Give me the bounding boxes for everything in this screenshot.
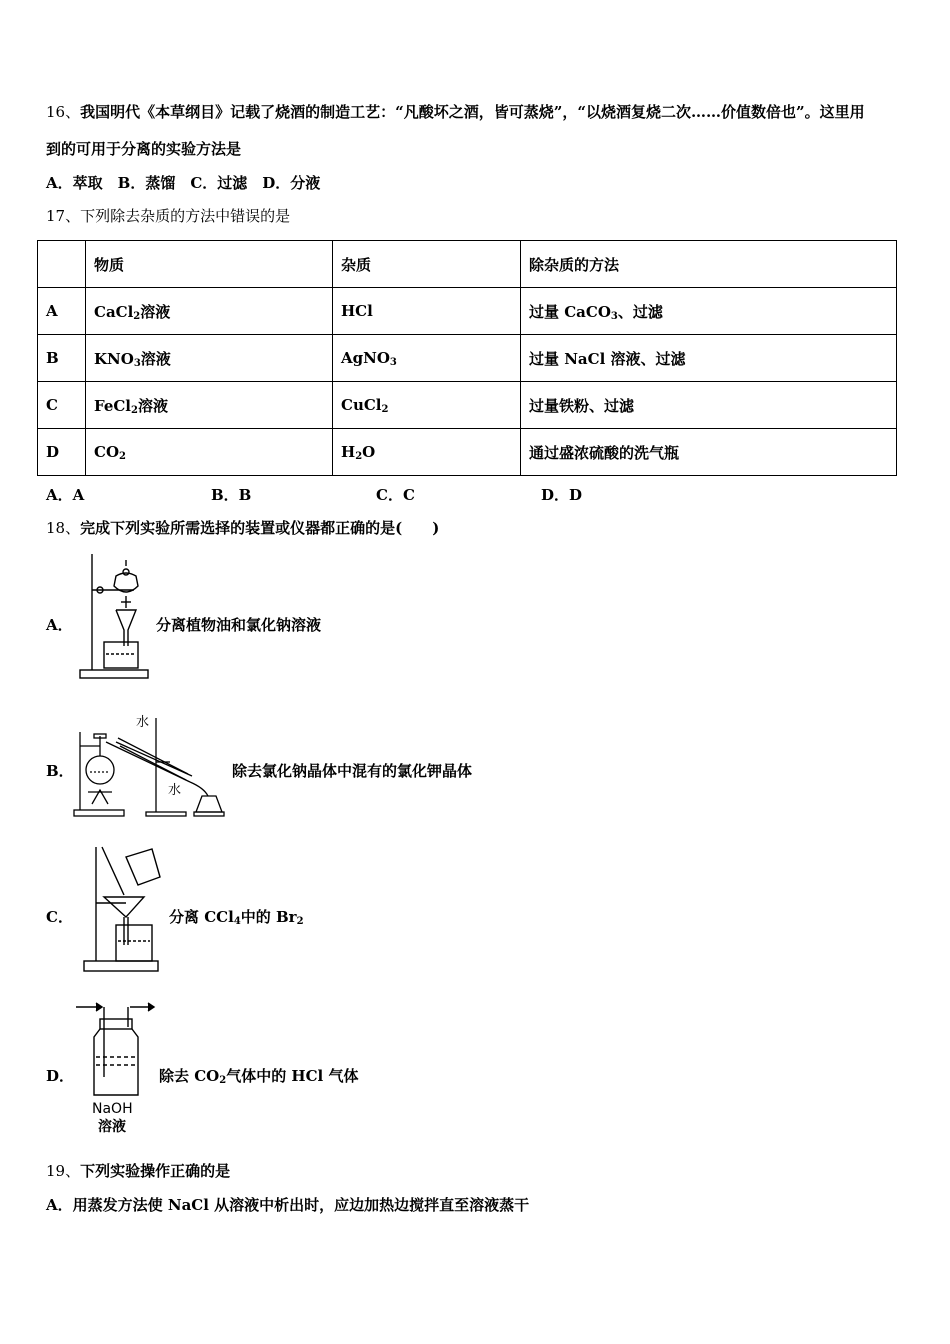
q18-line [46, 518, 439, 538]
q17-table [37, 240, 897, 476]
q18-stem: 完成下列实验所需选择的装置或仪器都正确的是( ) [80, 519, 440, 537]
q18-number: 18、 [46, 519, 81, 537]
q16-stem-line1: 我国明代《本草纲目》记载了烧酒的制造工艺：“凡酸坏之酒，皆可蒸烧”，“以烧酒复烧二次……价值数倍也”。这里用 [80, 103, 865, 121]
header-cell [38, 241, 86, 288]
row-label: D [38, 429, 86, 476]
header-cell: 杂质 [333, 241, 521, 288]
q18-label-d: D． [46, 1067, 75, 1085]
bottle-label-solution: 溶液 [98, 1119, 126, 1135]
q16-number: 16、 [46, 103, 81, 121]
q18-caption-a: 分离植物油和氯化钠溶液 [156, 616, 322, 634]
q19-number: 19、 [46, 1162, 81, 1180]
substance-cell: FeCl$_2$溶液 [86, 382, 333, 429]
impurity-cell: CuCl$_2$ [333, 382, 521, 429]
bottle-label-naoh: NaOH [92, 1101, 133, 1117]
impurity-cell: HCl [333, 288, 521, 335]
impurity-cell: AgNO$_3$ [333, 335, 521, 382]
q18-label-b: B． [46, 762, 74, 780]
q19-option-a: A．用蒸发方法使 NaCl 从溶液中析出时，应边加热边搅拌直至溶液蒸干 [46, 1196, 530, 1214]
separatory-funnel-diagram [76, 550, 156, 682]
gas-washing-bottle-diagram [74, 997, 158, 1137]
q16-options: A．萃取 B．蒸馏 C．过滤 D．分液 [46, 174, 321, 192]
q18-caption-d: 除去 $CO_2$气体中的 HCl 气体 [159, 1067, 359, 1086]
q17-choice-a: A．A [46, 486, 85, 504]
method-cell: 过量 NaCl 溶液、过滤 [521, 335, 897, 382]
method-cell: 过量 CaCO$_3$、过滤 [521, 288, 897, 335]
q18-label-a: A． [46, 616, 73, 634]
q17-line [46, 206, 290, 226]
q16-stem-line2: 到的可用于分离的实验方法是 [46, 140, 242, 158]
q17-choice-d: D．D [541, 486, 583, 504]
q17-choice-c: C．C [376, 486, 415, 504]
q17-number: 17、 [46, 207, 81, 225]
distillation-apparatus-diagram [70, 712, 230, 820]
header-cell: 除杂质的方法 [521, 241, 897, 288]
q17-stem: 下列除去杂质的方法中错误的是 [80, 207, 291, 225]
substance-cell: $KNO_3$溶液 [86, 335, 333, 382]
q18-caption-b: 除去氯化钠晶体中混有的氯化钾晶体 [232, 762, 473, 780]
substance-cell: $CO_2$ [86, 429, 333, 476]
table-header-row [38, 241, 897, 288]
row-label: B [38, 335, 86, 382]
table-row [38, 288, 897, 335]
q19-line [46, 1161, 230, 1181]
substance-cell: CaCl$_2$溶液 [86, 288, 333, 335]
row-label: C [38, 382, 86, 429]
water-label-bottom: 水 [168, 783, 182, 798]
table-row [38, 335, 897, 382]
water-label-top: 水 [136, 715, 150, 730]
impurity-cell: $H_2O$ [333, 429, 521, 476]
q19-stem: 下列实验操作正确的是 [80, 1162, 231, 1180]
row-label: A [38, 288, 86, 335]
table-row [38, 429, 897, 476]
filtration-diagram [80, 845, 166, 975]
q16-line1 [46, 102, 865, 122]
header-cell: 物质 [86, 241, 333, 288]
q18-label-c: C． [46, 908, 73, 926]
method-cell: 通过盛浓硫酸的洗气瓶 [521, 429, 897, 476]
method-cell: 过量铁粉、过滤 [521, 382, 897, 429]
q17-choice-b: B．B [211, 486, 252, 504]
table-row [38, 382, 897, 429]
q18-caption-c: 分离 CCl$_4$中的 $Br_2$ [169, 908, 304, 927]
